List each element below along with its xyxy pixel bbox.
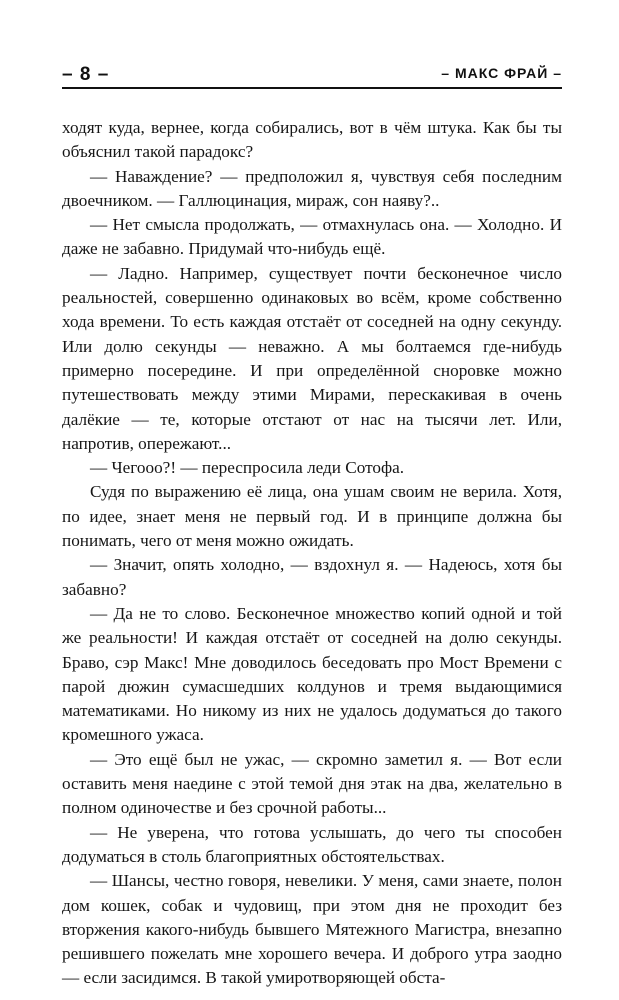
paragraph: — Наваждение? — предположил я, чувствуя себя последним двоечником. — Галлюцинация, мираж, сон наяву?.. [62,166,562,210]
paragraph: — Ладно. Например, существует почти бесконечное число реальностей, совершенно одинаковых во всём, кроме собственно хода времени. То есть каждая отстаёт от соседней на одну секунду. Или долю секунды — неважно. А мы болтаемся где-нибудь примерно посередине. И при определённой сноровке можно путешествовать между этими Мирами, перескакивая в очень далёкие — те, которые отстают от нас на тысячи лет. Или, напротив, опережают... [62,263,562,453]
header-rule [62,87,562,89]
page-header [62,64,562,88]
paragraph: — Чегооо?! — переспросила леди Сотофа. [90,458,405,478]
paragraph: — Это ещё был не ужас, — скромно заметил я. — Вот если оставить меня наедине с этой темой дня этак на два, желательно в полном одиночестве и без срочной работы... [62,749,562,818]
paragraph: Судя по выражению её лица, она ушам своим не верила. Хотя, по идее, знает меня не первый год. И в принципе должна бы понимать, чего от меня можно ожидать. [62,482,562,551]
paragraph: ходят куда, вернее, когда собирались, вот в чём штука. Как бы ты объяснил такой парадокс? [62,118,562,162]
body-text [62,116,562,991]
paragraph: — Значит, опять холодно, — вздохнул я. — Надеюсь, хотя бы забавно? [62,555,562,599]
page-number: – 8 – [62,64,110,85]
paragraph: — Шансы, честно говоря, невелики. У меня, сами знаете, полон дом кошек, собак и чудовищ, при этом дня не проходит без вторжения какого-нибудь бывшего Мятежного Магистра, внезапно решившего пожелать мне хорошего вечера. И доброго утра заодно — если засидимся. В такой умиротворяющей обста- [62,871,562,988]
paragraph: — Да не то слово. Бесконечное множество копий одной и той же реальности! И каждая отстаёт от соседней на долю секунды. Браво, сэр Макс! Мне доводилось беседовать про Мост Времени с парой дюжин сумасшедших колдунов и тремя выдающимися математиками. Но никому из них не удалось додуматься до такого кромешного ужаса. [62,603,562,745]
running-head-author: – МАКС ФРАЙ – [441,65,562,81]
paragraph: — Нет смысла продолжать, — отмахнулась она. — Холодно. И даже не забавно. Придумай что-нибудь ещё. [62,215,562,259]
paragraph: — Не уверена, что готова услышать, до чего ты способен додуматься в столь благоприятных обстоятельствах. [62,822,562,866]
